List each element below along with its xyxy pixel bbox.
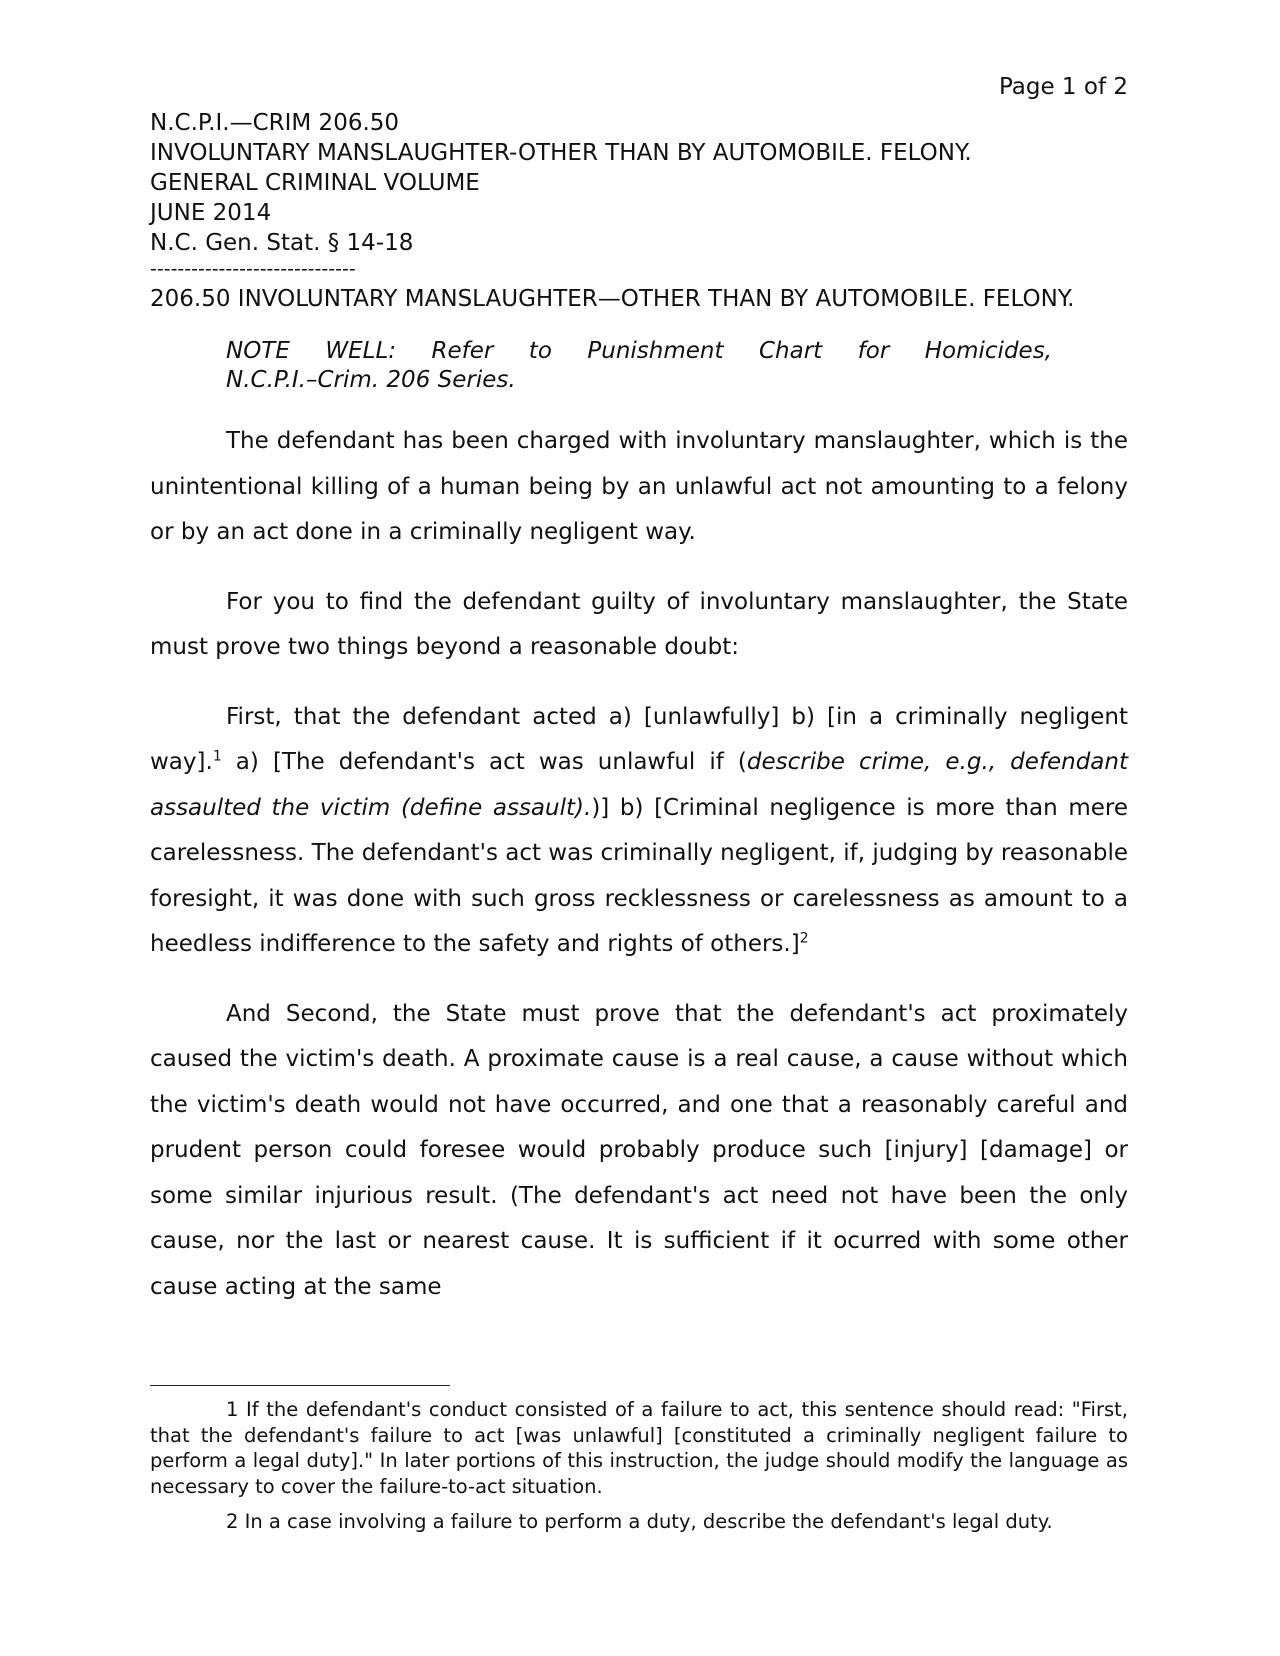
- header-separator: ------------------------------: [150, 258, 356, 280]
- instruction-title: 206.50 INVOLUNTARY MANSLAUGHTER—OTHER THAN BY AUTOMOBILE. FELONY.: [150, 286, 1075, 312]
- paragraph-charge: The defendant has been charged with involuntary manslaughter, which is the unintentional killing of a human being by an unlawful act not amounting to a felony or by an act done in a criminally negligent way.: [150, 428, 1128, 545]
- header-line-volume: GENERAL CRIMINAL VOLUME: [150, 170, 480, 196]
- note-well-line-2: N.C.P.I.–Crim. 206 Series.: [226, 367, 516, 393]
- first-element-text-3: )] b) [Criminal negligence is more than mere carelessness. The defendant's act was criminally negligent, if, judging by reasonable foresight, it was done with such gross recklessness or carelessness as amount to a heedless indifference to the safety and rights of others.]: [150, 794, 1128, 957]
- note-well-line-1: NOTE WELL: Refer to Punishment Chart for Homicides,: [226, 338, 1052, 364]
- paragraph-second-element: And Second, the State must prove that the defendant's act proximately caused the victim's death. A proximate cause is a real cause, a cause without which the victim's death would not have occurred, and one that a reasonably careful and prudent person could foresee would probably produce such [injury] [damage] or some similar injurious result. (The defendant's act need not have been the only cause, nor the last or nearest cause. It is sufficient if it ocurred with some other cause acting at the same: [150, 1000, 1128, 1300]
- document-header: [150, 108, 1128, 280]
- header-line-date: JUNE 2014: [150, 200, 272, 226]
- footnote-ref-1: 1: [212, 748, 222, 765]
- first-element-italic-instruction: describe crime, e.g., defendant assaulted the victim (define assault).: [150, 749, 1128, 821]
- footnote-2: 2 In a case involving a failure to perform a duty, describe the defendant's legal duty.: [226, 1510, 1053, 1533]
- paragraph-first-element: [150, 695, 1128, 968]
- page-number: Page 1 of 2: [998, 74, 1128, 100]
- footnotes: [150, 1397, 1128, 1545]
- first-element-text-2: a) [The defendant's act was unlawful if (: [221, 749, 747, 775]
- document-page: [150, 72, 1128, 1310]
- header-line-instruction-number: N.C.P.I.—CRIM 206.50: [150, 110, 400, 136]
- footnote-ref-2: 2: [799, 930, 809, 947]
- header-line-statute: N.C. Gen. Stat. § 14-18: [150, 230, 414, 256]
- footnote-separator: [150, 1385, 450, 1386]
- header-line-instruction-title: INVOLUNTARY MANSLAUGHTER-OTHER THAN BY AUTOMOBILE. FELONY.: [150, 140, 972, 166]
- first-element-text-1: First, that the defendant acted a) [unlawfully] b) [in a criminally negligent way].: [150, 703, 1128, 775]
- footnote-1: 1 If the defendant's conduct consisted of a failure to act, this sentence should read: "First, that the defendant's failure to act [was unlawful] [constituted a criminally negligent failure to perform a legal duty]." In later portions of this instruction, the judge should modify the language as necessary to cover the failure-to-act situation.: [150, 1398, 1128, 1498]
- paragraph-elements-intro: For you to find the defendant guilty of involuntary manslaughter, the State must prove two things beyond a reasonable doubt:: [150, 588, 1128, 660]
